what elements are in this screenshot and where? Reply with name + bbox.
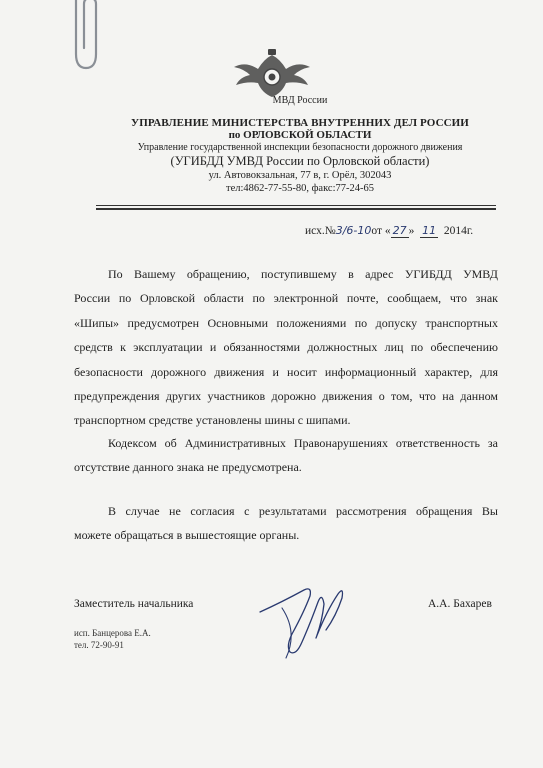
reference-number: 3/6-10 xyxy=(335,224,372,237)
body-paragraph-1 xyxy=(74,262,498,433)
org-address: ул. Автовокзальная, 77 в, г. Орёл, 302043 xyxy=(208,170,392,181)
reference-year: 2014г. xyxy=(443,225,474,237)
outgoing-reference xyxy=(305,224,473,237)
reference-from: от « xyxy=(371,225,391,237)
executor-phone: тел. 72-90-91 xyxy=(74,640,124,650)
header-divider-thin xyxy=(96,205,496,206)
org-title-line2: по ОРЛОВСКОЙ ОБЛАСТИ xyxy=(228,129,372,141)
paragraph-line: России по Орловской области по электронной почте, сообщаем, что знак xyxy=(74,291,498,306)
paragraph-line: транспортном средстве установлены шины с шипами. xyxy=(74,413,351,428)
signatory-title: Заместитель начальника xyxy=(74,598,194,610)
body-paragraph-3 xyxy=(74,499,498,548)
paragraph-line: предупреждения других участников дорожно движения о том, что на данном xyxy=(74,389,498,404)
suborg-title: Управление государственной инспекции безопасности дорожного движения xyxy=(137,142,463,153)
header-divider-thick xyxy=(96,208,496,210)
reference-day: 27 xyxy=(392,224,407,237)
handwritten-signature xyxy=(252,572,356,664)
org-title-line1: УПРАВЛЕНИЕ МИНИСТЕРСТВА ВНУТРЕННИХ ДЕЛ РОССИИ xyxy=(131,117,469,129)
paragraph-line: средств к эксплуатации и обязанностями должностных лиц по обеспечению xyxy=(74,340,498,355)
paragraph-line: безопасности дорожного движения и носит информационный характер, для xyxy=(74,364,498,379)
paragraph-line: По Вашему обращению, поступившему в адрес УГИБДД УМВД xyxy=(108,267,498,281)
paperclip-icon xyxy=(66,0,102,74)
reference-prefix: исх.№ xyxy=(305,225,336,237)
org-phone-fax: тел:4862-77-55-80, факс:77-24-65 xyxy=(225,183,375,194)
body-paragraph-2 xyxy=(74,431,498,480)
reference-month: 11 xyxy=(422,224,437,237)
signatory-name: А.А. Бахарев xyxy=(428,598,492,610)
paragraph-line: отсутствие данного знака не предусмотрена. xyxy=(74,460,302,475)
paragraph-line: «Шипы» предусмотрен Основными положениями по допуску транспортных xyxy=(74,315,498,330)
mvd-emblem-icon xyxy=(228,47,316,101)
paragraph-line: В случае не согласия с результатами рассмотрения обращения Вы xyxy=(108,504,498,518)
reference-quote-close: » xyxy=(408,225,415,237)
mvd-label: МВД России xyxy=(272,95,328,106)
executor-name: исп. Банцерова Е.А. xyxy=(74,628,151,638)
paragraph-line: можете обращаться в вышестоящие органы. xyxy=(74,528,300,543)
paragraph-line: Кодексом об Административных Правонарушениях ответственность за xyxy=(108,436,498,450)
suborg-abbreviation: (УГИБДД УМВД России по Орловской области) xyxy=(170,154,430,168)
